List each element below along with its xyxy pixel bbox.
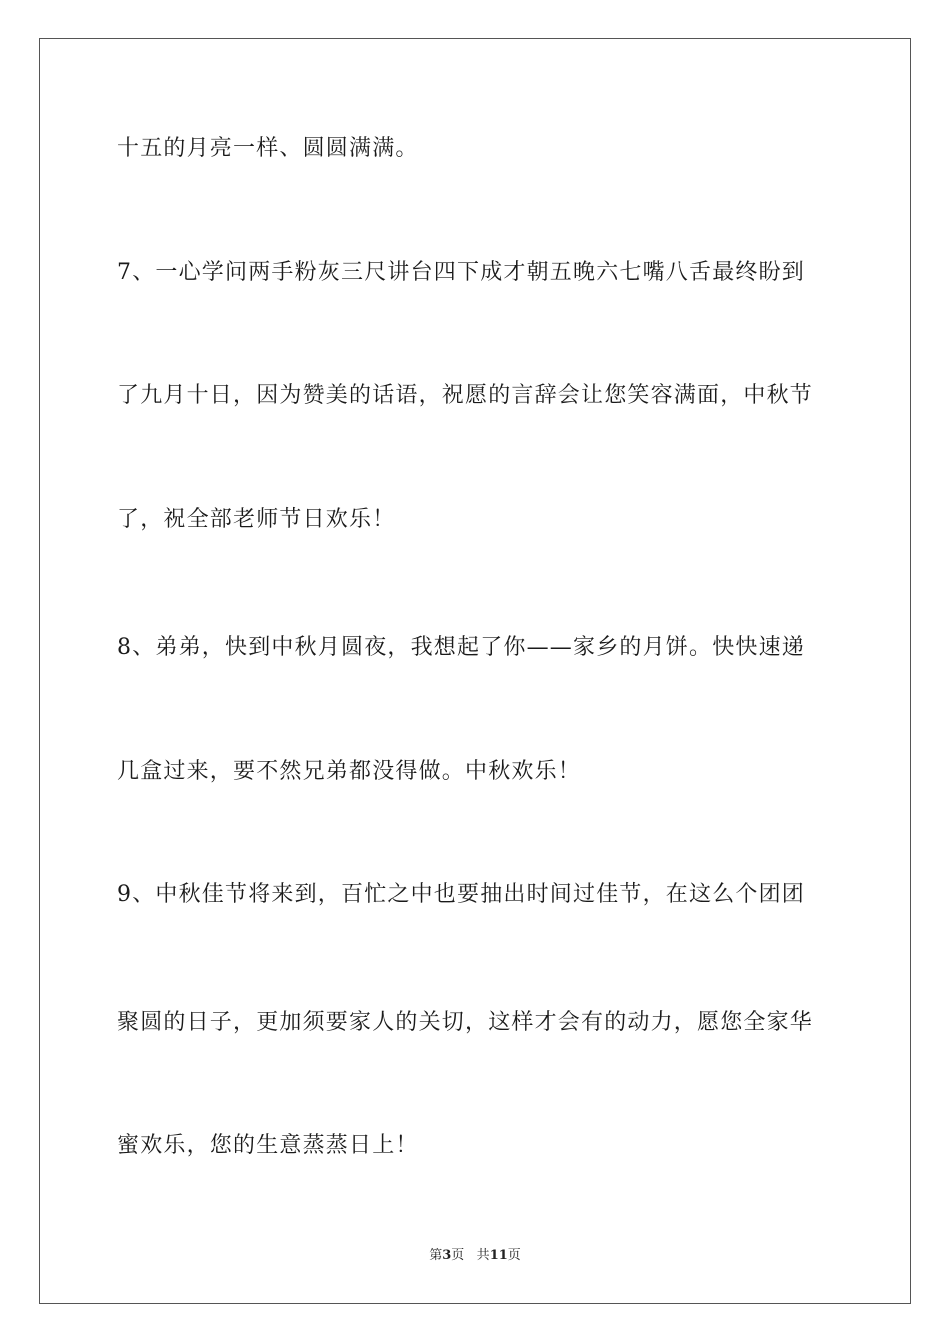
text-line: 9、中秋佳节将来到，百忙之中也要抽出时间过佳节，在这么个团团 [117, 882, 805, 907]
page-number: 3 [442, 1248, 452, 1263]
total-pages: 11 [489, 1248, 508, 1263]
page-prefix: 第 [429, 1248, 443, 1263]
text-line: 聚圆的日子，更加须要家人的关切，这样才会有的动力，愿您全家华 [117, 1010, 814, 1035]
text-line: 8、弟弟，快到中秋月圆夜，我想起了你——家乡的月饼。快快速递 [117, 635, 805, 660]
page-footer [0, 1246, 950, 1266]
total-prefix: 共 [476, 1248, 490, 1263]
page-border [39, 38, 911, 1304]
text-line: 十五的月亮一样、圆圆满满。 [117, 136, 419, 161]
page-suffix: 页 [451, 1248, 465, 1263]
text-line: 蜜欢乐，您的生意蒸蒸日上！ [117, 1133, 419, 1158]
text-line: 了九月十日，因为赞美的话语，祝愿的言辞会让您笑容满面，中秋节 [117, 383, 814, 408]
text-line: 几盒过来，要不然兄弟都没得做。中秋欢乐！ [117, 759, 582, 784]
total-suffix: 页 [507, 1248, 521, 1263]
text-line: 了，祝全部老师节日欢乐！ [117, 507, 396, 532]
text-line: 7、一心学问两手粉灰三尺讲台四下成才朝五晚六七嘴八舌最终盼到 [117, 260, 805, 285]
